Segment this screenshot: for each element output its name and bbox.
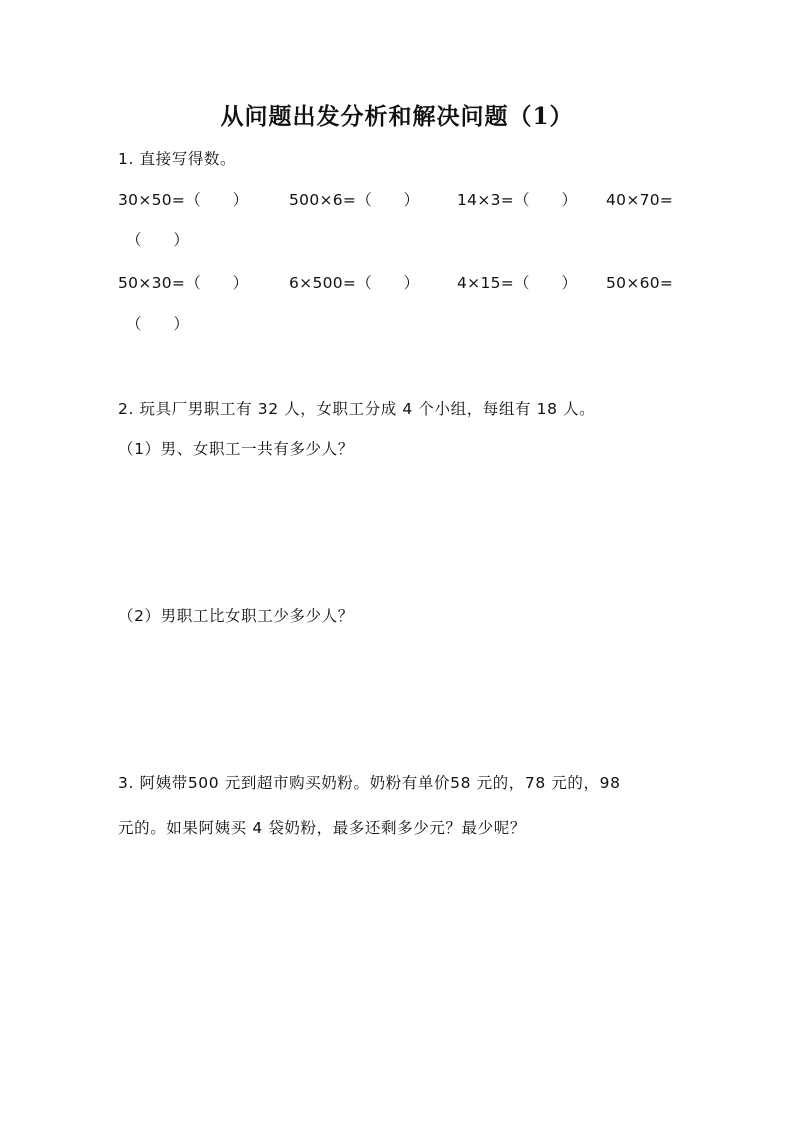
q3-line-1: 3. 阿姨带500 元到超市购买奶粉。奶粉有单价58 元的，78 元的，98 (118, 774, 621, 792)
q2-part-2: （2）男职工比女职工少多少人？ (118, 607, 354, 625)
q1-equation: 4×15=（ ） (457, 274, 578, 292)
q3-line-2: 元的。如果阿姨买 4 袋奶粉，最多还剩多少元？最少呢？ (118, 819, 526, 837)
q1-equation: 30×50=（ ） (118, 191, 249, 209)
page-title: 从问题出发分析和解决问题（1） (220, 103, 574, 130)
q1-equation: 500×6=（ ） (289, 191, 420, 209)
q1-equation: 50×60= (606, 274, 674, 292)
q1-answer-blank: （ ） (126, 315, 190, 333)
q1-equation: 50×30=（ ） (118, 274, 249, 292)
q1-equation: 6×500=（ ） (289, 274, 420, 292)
q1-equation: 14×3=（ ） (457, 191, 578, 209)
q1-answer-blank: （ ） (126, 231, 190, 249)
q1-heading: 1. 直接写得数。 (118, 150, 237, 168)
q1-equation: 40×70= (606, 191, 674, 209)
q2-part-1: （1）男、女职工一共有多少人？ (118, 440, 354, 458)
q2-heading: 2. 玩具厂男职工有 32 人，女职工分成 4 个小组，每组有 18 人。 (118, 400, 596, 418)
